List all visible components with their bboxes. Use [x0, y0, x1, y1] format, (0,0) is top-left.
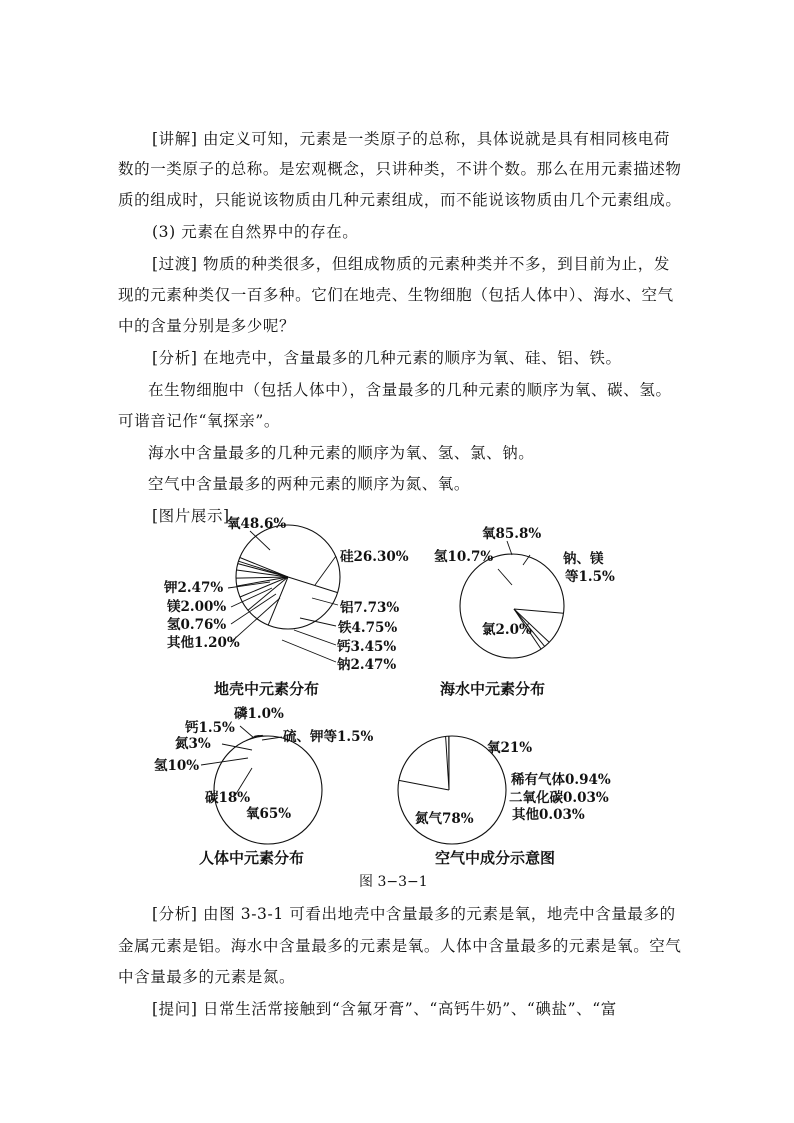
text-line: 空气中含量最多的两种元素的顺序为氮、氧。 [148, 475, 471, 493]
leader-line [231, 594, 276, 624]
air-label-other: 其他0.03% [512, 807, 585, 823]
air-label-nitrogen: 氮气78% [415, 811, 474, 827]
body-chart-title: 人体中元素分布 [199, 849, 305, 867]
text-line: [提问] 日常生活常接触到“含氟牙膏”、“高钙牛奶”、“碘盐”、“富 [152, 1000, 617, 1018]
text-line: 中含量最多的元素是氮。 [118, 968, 296, 986]
body-label-phosphorus: 磷1.0% [234, 706, 284, 722]
text-line: [图片展示] [152, 507, 230, 525]
body-label-nitrogen: 氮3% [175, 736, 211, 752]
text-line: 数的一类原子的总称。是宏观概念，只讲种类，不讲个数。那么在用元素描述物 [118, 160, 682, 178]
text-line: [过渡] 物质的种类很多，但组成物质的元素种类并不多，到目前为止，发 [152, 255, 670, 273]
crust-label-aluminum: 铝7.73% [340, 600, 400, 616]
sea-label-hydrogen: 氢10.7% [434, 549, 494, 565]
air-label-co2: 二氧化碳0.03% [509, 790, 609, 806]
text-line: [分析] 在地壳中，含量最多的几种元素的顺序为氧、硅、铝、铁。 [152, 349, 622, 367]
sea-label-na-mg: 钠、镁 [563, 551, 604, 567]
crust-label-oxygen: 氧48.6% [227, 516, 287, 532]
crust-label-calcium: 钙3.45% [337, 639, 397, 655]
leader-line [201, 758, 248, 765]
text-line: 质的组成时，只能说该物质由几种元素组成，而不能说该物质由几个元素组成。 [118, 191, 682, 209]
crust-label-potassium: 钾2.47% [164, 580, 224, 596]
air-slice-boundary-2 [399, 780, 449, 790]
air-label-noble-gas: 稀有气体0.94% [511, 772, 611, 788]
leader-line [507, 541, 512, 555]
leader-line [315, 556, 336, 585]
leader-line [231, 588, 272, 607]
air-label-oxygen: 氧21% [487, 740, 533, 756]
crust-chart-title: 地壳中元素分布 [214, 680, 320, 698]
crust-slice-boundary-10 [239, 561, 289, 577]
crust-label-other: 其他1.20% [167, 635, 240, 651]
crust-label-silicon: 硅26.30% [340, 549, 409, 565]
sea-label-na-mg-value: 等1.5% [565, 569, 615, 585]
body-label-hydrogen: 氢10% [154, 758, 200, 774]
text-line: 中的含量分别是多少呢？ [118, 317, 296, 335]
body-label-sulfur-potassium: 硫、钾等1.5% [283, 729, 374, 745]
leader-line [498, 569, 512, 585]
sea-chart-title: 海水中元素分布 [440, 680, 546, 698]
leader-line [262, 737, 282, 740]
text-line: 金属元素是铝。海水中含量最多的元素是氧。人体中含量最多的元素是氧。空气 [118, 937, 682, 955]
text-line: 海水中含量最多的几种元素的顺序为氧、氢、氯、钠。 [148, 444, 535, 462]
sea-label-chlorine: 氯2.0% [482, 622, 532, 638]
leader-line [222, 744, 252, 750]
sea-label-oxygen: 氧85.8% [482, 526, 542, 542]
body-label-oxygen: 氧65% [246, 806, 292, 822]
text-line: [分析] 由图 3-3-1 可看出地壳中含量最多的元素是氧，地壳中含量最多的 [152, 905, 676, 923]
sea-pie-outline [460, 554, 564, 658]
text-line: 现的元素种类仅一百多种。它们在地壳、生物细胞（包括人体中）、海水、空气 [118, 286, 674, 304]
crust-label-iron: 铁4.75% [338, 620, 398, 636]
air-chart-title: 空气中成分示意图 [435, 849, 556, 867]
crust-label-hydrogen: 氢0.76% [167, 617, 227, 633]
leader-line [282, 640, 336, 662]
body-label-calcium: 钙1.5% [185, 720, 235, 736]
leader-line [240, 726, 254, 738]
body-slice-boundary-7 [256, 735, 263, 736]
crust-label-sodium: 钠2.47% [337, 657, 397, 673]
crust-slice-boundary-2 [288, 577, 338, 593]
figure-caption: 图 3−3−1 [359, 874, 428, 890]
leader-line [250, 531, 270, 550]
text-line: [讲解] 由定义可知，元素是一类原子的总称，具体说就是具有相同核电荷 [152, 130, 670, 148]
leader-line [294, 630, 336, 645]
body-label-carbon: 碳18% [205, 790, 251, 806]
crust-label-magnesium: 镁2.00% [167, 599, 227, 615]
text-line: 可谐音记作“氧探亲”。 [118, 412, 280, 430]
text-line: (3) 元素在自然界中的存在。 [152, 223, 359, 241]
sea-slice-boundary-2 [514, 609, 564, 613]
text-line: 在生物细胞中（包括人体中），含量最多的几种元素的顺序为氧、碳、氢。 [148, 381, 672, 399]
